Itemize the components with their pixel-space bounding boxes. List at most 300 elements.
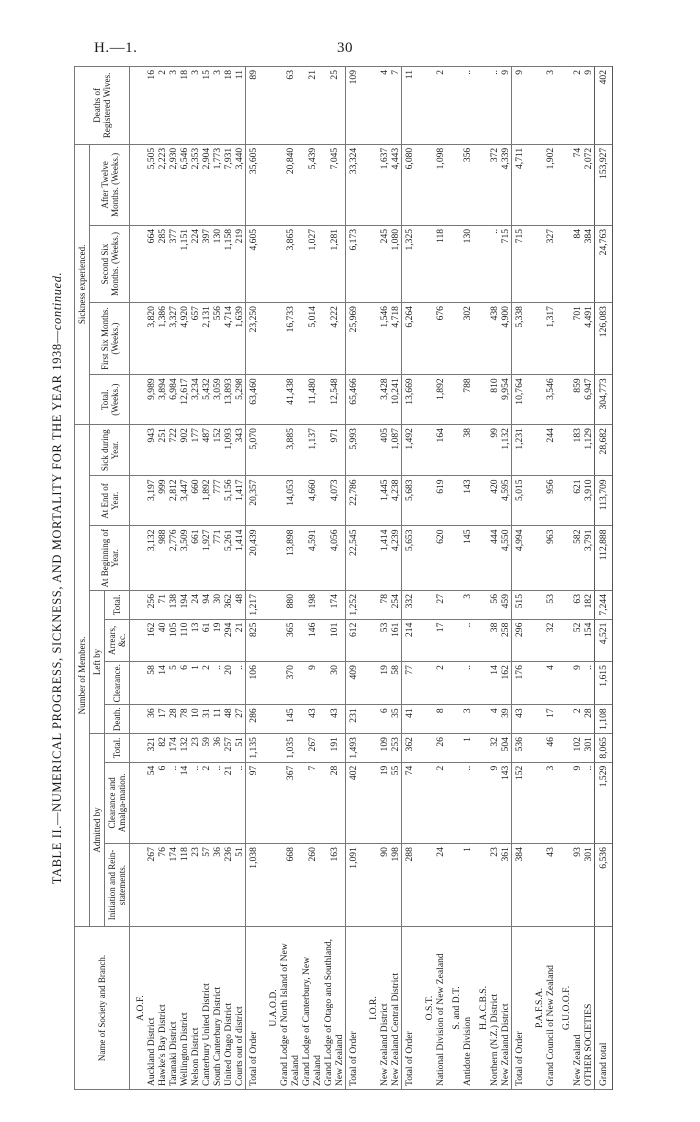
table-cell: 260: [301, 844, 323, 927]
table-cell: 3,447: [179, 476, 190, 526]
table-cell: 97: [246, 762, 264, 843]
table-cell: 13: [190, 619, 201, 662]
table-cell: 6: [179, 662, 190, 705]
row-name: I.O.R.: [363, 927, 379, 1090]
table-cell: 20,439: [246, 526, 264, 591]
table-cell: 251: [157, 425, 168, 476]
table-cell: 14,053: [279, 476, 301, 526]
table-cell: 4,595: [500, 476, 512, 526]
table-cell: 3,820: [146, 303, 157, 375]
table-cell: 118: [179, 844, 190, 927]
empty-cell: [419, 425, 435, 476]
table-cell: 38: [462, 425, 473, 476]
row-name: Total of Order: [402, 927, 420, 1090]
empty-cell: [529, 844, 545, 927]
table-cell: 154: [583, 619, 595, 662]
table-cell: 1,386: [157, 303, 168, 375]
table-cell: 1,492: [402, 425, 420, 476]
empty-cell: [363, 375, 379, 425]
table-cell: 1,217: [246, 591, 264, 620]
table-cell: 94: [201, 591, 212, 620]
empty-cell: [130, 526, 147, 591]
table-cell: 41,438: [279, 375, 301, 425]
table-cell: 58: [390, 662, 402, 705]
empty-cell: [263, 303, 279, 375]
table-cell: 146: [301, 619, 323, 662]
table-cell: 722: [168, 425, 179, 476]
empty-cell: [263, 425, 279, 476]
row-name: Courts out of district: [234, 927, 246, 1090]
table-cell: 3,791: [583, 526, 595, 591]
table-cell: 28,682: [595, 425, 613, 476]
empty-cell: [556, 375, 572, 425]
table-cell: 3: [462, 591, 473, 620]
table-cell: 162: [146, 619, 157, 662]
table-cell: 24: [190, 591, 201, 620]
table-cell: 2,353: [190, 144, 201, 225]
table-cell: 32: [545, 619, 556, 662]
empty-cell: [130, 844, 147, 927]
empty-cell: [446, 144, 462, 225]
table-cell: 14: [179, 762, 190, 843]
table-cell: 2,930: [168, 144, 179, 225]
empty-cell: [263, 375, 279, 425]
table-cell: 1,445: [379, 476, 390, 526]
empty-cell: [263, 225, 279, 302]
table-cell: 12,548: [323, 375, 346, 425]
col-second-six: Second Six Months. (Weeks.): [90, 225, 130, 302]
table-cell: 4,591: [301, 526, 323, 591]
empty-cell: [446, 662, 462, 705]
table-cell: 1,080: [390, 225, 402, 302]
table-cell: 2,131: [201, 303, 212, 375]
table-cell: 285: [157, 225, 168, 302]
row-name: Total of Order: [346, 927, 364, 1090]
table-cell: 515: [512, 591, 530, 620]
table-cell: 4: [379, 67, 390, 145]
table-cell: 621: [572, 476, 583, 526]
table-cell: 76: [157, 844, 168, 927]
table-cell: 57: [201, 844, 212, 927]
table-cell: 4: [545, 662, 556, 705]
total-row: [402, 67, 420, 1090]
table-cell: 30: [323, 662, 346, 705]
table-cell: 402: [595, 67, 613, 145]
table-cell: 715: [500, 225, 512, 302]
table-cell: 2: [572, 705, 583, 734]
table-cell: 48: [223, 705, 234, 734]
empty-cell: [556, 762, 572, 843]
empty-cell: [363, 225, 379, 302]
table-title-continued: continued.: [50, 271, 64, 331]
table-cell: ..: [234, 762, 246, 843]
table-cell: 1,529: [595, 762, 613, 843]
empty-cell: [556, 303, 572, 375]
empty-cell: [263, 526, 279, 591]
table-cell: 777: [212, 476, 223, 526]
table-cell: 7,931: [223, 144, 234, 225]
table-cell: ..: [168, 762, 179, 843]
empty-cell: [473, 425, 489, 476]
table-cell: 365: [279, 619, 301, 662]
table-cell: 65,466: [346, 375, 364, 425]
table-cell: 5,338: [512, 303, 530, 375]
table-cell: 2: [201, 662, 212, 705]
empty-cell: [473, 619, 489, 662]
table-cell: 4,238: [390, 476, 402, 526]
table-cell: 20,840: [279, 144, 301, 225]
table-cell: 859: [572, 375, 583, 425]
table-cell: 43: [301, 705, 323, 734]
table-cell: 1,027: [301, 225, 323, 302]
table-cell: 361: [500, 844, 512, 927]
table-cell: 61: [201, 619, 212, 662]
table-cell: 224: [190, 225, 201, 302]
table-cell: 162: [500, 662, 512, 705]
table-cell: 4,073: [323, 476, 346, 526]
table-cell: 11: [212, 705, 223, 734]
table-cell: ..: [462, 67, 473, 145]
empty-cell: [473, 734, 489, 763]
table-cell: 194: [179, 591, 190, 620]
table-cell: 3: [545, 67, 556, 145]
empty-cell: [419, 705, 435, 734]
empty-cell: [363, 705, 379, 734]
empty-cell: [363, 425, 379, 476]
table-cell: 1,137: [301, 425, 323, 476]
empty-cell: [446, 476, 462, 526]
table-cell: 38: [489, 619, 500, 662]
table-cell: 90: [379, 844, 390, 927]
table-cell: 2,072: [583, 144, 595, 225]
table-cell: 321: [146, 734, 157, 763]
empty-cell: [130, 619, 147, 662]
table-cell: 676: [435, 303, 446, 375]
table-cell: 214: [402, 619, 420, 662]
empty-cell: [473, 705, 489, 734]
table-cell: 14: [157, 662, 168, 705]
empty-cell: [529, 762, 545, 843]
empty-cell: [130, 662, 147, 705]
row-name: Antidote Division: [462, 927, 473, 1090]
table-cell: 9,954: [500, 375, 512, 425]
empty-cell: [529, 375, 545, 425]
empty-cell: [363, 526, 379, 591]
row-name: H.A.C.B.S.: [473, 927, 489, 1090]
table-cell: 4,718: [390, 303, 402, 375]
table-cell: 10,764: [512, 375, 530, 425]
table-cell: 5,653: [402, 526, 420, 591]
table-cell: 701: [572, 303, 583, 375]
table-cell: 1,098: [435, 144, 446, 225]
table-cell: 1,639: [234, 303, 246, 375]
table-cell: 409: [346, 662, 364, 705]
table-cell: 664: [146, 225, 157, 302]
table-cell: 16: [146, 67, 157, 145]
table-cell: 130: [462, 225, 473, 302]
table-cell: 25: [323, 67, 346, 145]
table-cell: 9: [572, 762, 583, 843]
table-cell: 5,156: [223, 476, 234, 526]
table-cell: 1,038: [246, 844, 264, 927]
table-cell: 405: [379, 425, 390, 476]
table-cell: 163: [323, 844, 346, 927]
table-cell: 17: [545, 705, 556, 734]
table-cell: 2: [435, 762, 446, 843]
col-total-weeks: Total. (Weeks.): [90, 375, 130, 425]
col-number-of-members: Number of Members.: [75, 425, 90, 927]
table-cell: 20,357: [246, 476, 264, 526]
table-cell: 880: [279, 591, 301, 620]
table-cell: 33,324: [346, 144, 364, 225]
table-cell: 668: [279, 844, 301, 927]
empty-cell: [130, 225, 147, 302]
table-cell: 7: [301, 762, 323, 843]
table-cell: 48: [234, 591, 246, 620]
table-cell: 118: [435, 225, 446, 302]
empty-cell: [556, 591, 572, 620]
col-at-end: At End of Year.: [90, 476, 130, 526]
table-cell: 1,093: [223, 425, 234, 476]
table-cell: 219: [234, 225, 246, 302]
table-cell: 19: [379, 762, 390, 843]
table-cell: 245: [379, 225, 390, 302]
empty-cell: [363, 476, 379, 526]
table-cell: 332: [402, 591, 420, 620]
table-cell: 174: [323, 591, 346, 620]
table-cell: 1,252: [346, 591, 364, 620]
empty-cell: [556, 705, 572, 734]
table-cell: 1,325: [402, 225, 420, 302]
table-cell: 9,989: [146, 375, 157, 425]
table-cell: 3: [168, 67, 179, 145]
table-cell: 152: [212, 425, 223, 476]
table-cell: 1,414: [379, 526, 390, 591]
table-cell: 4,550: [500, 526, 512, 591]
table-cell: 5,505: [146, 144, 157, 225]
empty-cell: [556, 662, 572, 705]
table-cell: 1,132: [500, 425, 512, 476]
empty-cell: [446, 67, 462, 145]
table-cell: 660: [190, 476, 201, 526]
table-cell: 53: [545, 591, 556, 620]
table-cell: 3,910: [583, 476, 595, 526]
table-cell: 7,045: [323, 144, 346, 225]
table-cell: 19: [212, 619, 223, 662]
table-cell: 40: [157, 619, 168, 662]
table-cell: 30: [212, 591, 223, 620]
table-cell: 657: [190, 303, 201, 375]
table-cell: 4,443: [390, 144, 402, 225]
table-cell: 438: [489, 303, 500, 375]
table-cell: 28: [323, 762, 346, 843]
row-name: Grand total: [595, 927, 613, 1090]
table-cell: 384: [512, 844, 530, 927]
table-cell: 304,773: [595, 375, 613, 425]
table-row: [435, 67, 446, 1090]
empty-cell: [263, 844, 279, 927]
row-name: Total of Order: [246, 927, 264, 1090]
table-row: [500, 67, 512, 1090]
table-cell: ..: [462, 662, 473, 705]
table-cell: 1,414: [234, 526, 246, 591]
table-cell: 367: [279, 762, 301, 843]
table-cell: 22,786: [346, 476, 364, 526]
table-cell: 2,776: [168, 526, 179, 591]
table-row: [323, 67, 346, 1090]
table-cell: 4,660: [301, 476, 323, 526]
empty-cell: [473, 303, 489, 375]
row-name: Grand Lodge of Canterbury, New Zealand: [301, 927, 323, 1090]
empty-cell: [529, 734, 545, 763]
empty-cell: [556, 144, 572, 225]
table-cell: 7: [390, 67, 402, 145]
row-name: New Zealand Central District: [390, 927, 402, 1090]
empty-cell: [473, 476, 489, 526]
empty-cell: [556, 67, 572, 145]
table-row: [157, 67, 168, 1090]
table-cell: 51: [234, 734, 246, 763]
table-cell: 174: [168, 844, 179, 927]
table-cell: 4: [489, 705, 500, 734]
col-total-left: Total.: [105, 591, 130, 620]
col-clearance-in: Clearance and Amalga-mation.: [105, 762, 130, 843]
table-cell: 3: [212, 67, 223, 145]
empty-cell: [263, 67, 279, 145]
row-name: Northern (N.Z.) District: [489, 927, 500, 1090]
col-arrears: Arrears, &c.: [105, 619, 130, 662]
empty-cell: [446, 591, 462, 620]
table-cell: 5,015: [512, 476, 530, 526]
table-cell: 253: [390, 734, 402, 763]
row-name: Canterbury United District: [201, 927, 212, 1090]
row-name: Taranaki District: [168, 927, 179, 1090]
table-cell: 1,151: [179, 225, 190, 302]
table-cell: 3: [545, 762, 556, 843]
col-deaths-wives: Deaths of Registered Wives.: [75, 67, 130, 145]
table-cell: 82: [157, 734, 168, 763]
table-cell: 9: [572, 662, 583, 705]
table-cell: 132: [179, 734, 190, 763]
table-cell: 372: [489, 144, 500, 225]
empty-cell: [556, 526, 572, 591]
table-cell: 2: [157, 67, 168, 145]
table-cell: 3,894: [157, 375, 168, 425]
table-cell: 52: [572, 619, 583, 662]
table-cell: 21: [234, 619, 246, 662]
row-name: O.S.T.: [419, 927, 435, 1090]
society-group-row: [446, 67, 462, 1090]
table-cell: 78: [379, 591, 390, 620]
table-cell: ..: [583, 662, 595, 705]
table-cell: 4,920: [179, 303, 190, 375]
table-cell: 343: [234, 425, 246, 476]
table-cell: 9: [500, 67, 512, 145]
table-cell: 1,546: [379, 303, 390, 375]
table-cell: 36: [212, 734, 223, 763]
table-cell: 198: [390, 844, 402, 927]
table-cell: 152: [512, 762, 530, 843]
empty-cell: [363, 591, 379, 620]
empty-cell: [363, 619, 379, 662]
empty-cell: [446, 734, 462, 763]
table-cell: 1,087: [390, 425, 402, 476]
table-cell: 6,536: [595, 844, 613, 927]
table-cell: 3: [462, 705, 473, 734]
table-cell: 5,298: [234, 375, 246, 425]
table-cell: 377: [168, 225, 179, 302]
row-name: OTHER SOCIETIES: [583, 927, 595, 1090]
table-cell: 74: [572, 144, 583, 225]
table-cell: 397: [201, 225, 212, 302]
table-cell: 1,927: [201, 526, 212, 591]
table-row: [190, 67, 201, 1090]
row-name: Auckland District: [146, 927, 157, 1090]
empty-cell: [556, 476, 572, 526]
table-cell: 1,902: [545, 144, 556, 225]
table-cell: 25,969: [346, 303, 364, 375]
table-cell: 6: [157, 762, 168, 843]
empty-cell: [446, 375, 462, 425]
table-cell: 5,070: [246, 425, 264, 476]
table-cell: 2,904: [201, 144, 212, 225]
table-cell: 296: [512, 619, 530, 662]
table-cell: 402: [346, 762, 364, 843]
table-cell: 17: [435, 619, 446, 662]
row-name: G.U.O.O.F.: [556, 927, 572, 1090]
empty-cell: [263, 762, 279, 843]
empty-cell: [130, 303, 147, 375]
table-cell: 55: [390, 762, 402, 843]
table-cell: 294: [223, 619, 234, 662]
table-cell: 13,898: [279, 526, 301, 591]
table-row: [279, 67, 301, 1090]
table-cell: 191: [323, 734, 346, 763]
table-cell: 9: [301, 662, 323, 705]
table-row: [201, 67, 212, 1090]
table-cell: 327: [545, 225, 556, 302]
empty-cell: [130, 67, 147, 145]
empty-cell: [419, 591, 435, 620]
empty-cell: [419, 526, 435, 591]
table-row: [489, 67, 500, 1090]
table-row: [223, 67, 234, 1090]
table-cell: 4,994: [512, 526, 530, 591]
table-cell: 5,014: [301, 303, 323, 375]
col-at-beginning: At Beginning of Year.: [90, 526, 130, 591]
table-cell: 715: [512, 225, 530, 302]
table-cell: 24: [435, 844, 446, 927]
table-cell: 153,927: [595, 144, 613, 225]
table-cell: 2: [435, 67, 446, 145]
table-cell: 943: [146, 425, 157, 476]
table-cell: 2: [572, 67, 583, 145]
table-cell: 63: [279, 67, 301, 145]
table-cell: 3,234: [190, 375, 201, 425]
table-cell: 362: [402, 734, 420, 763]
table-cell: ..: [583, 762, 595, 843]
empty-cell: [473, 762, 489, 843]
table-cell: 177: [190, 425, 201, 476]
table-cell: 988: [157, 526, 168, 591]
table-cell: 21: [223, 762, 234, 843]
table-cell: 1,317: [545, 303, 556, 375]
row-name: Wellington District: [179, 927, 190, 1090]
table-cell: 84: [572, 225, 583, 302]
table-cell: 143: [462, 476, 473, 526]
table-cell: 384: [583, 225, 595, 302]
table-cell: 1,158: [223, 225, 234, 302]
